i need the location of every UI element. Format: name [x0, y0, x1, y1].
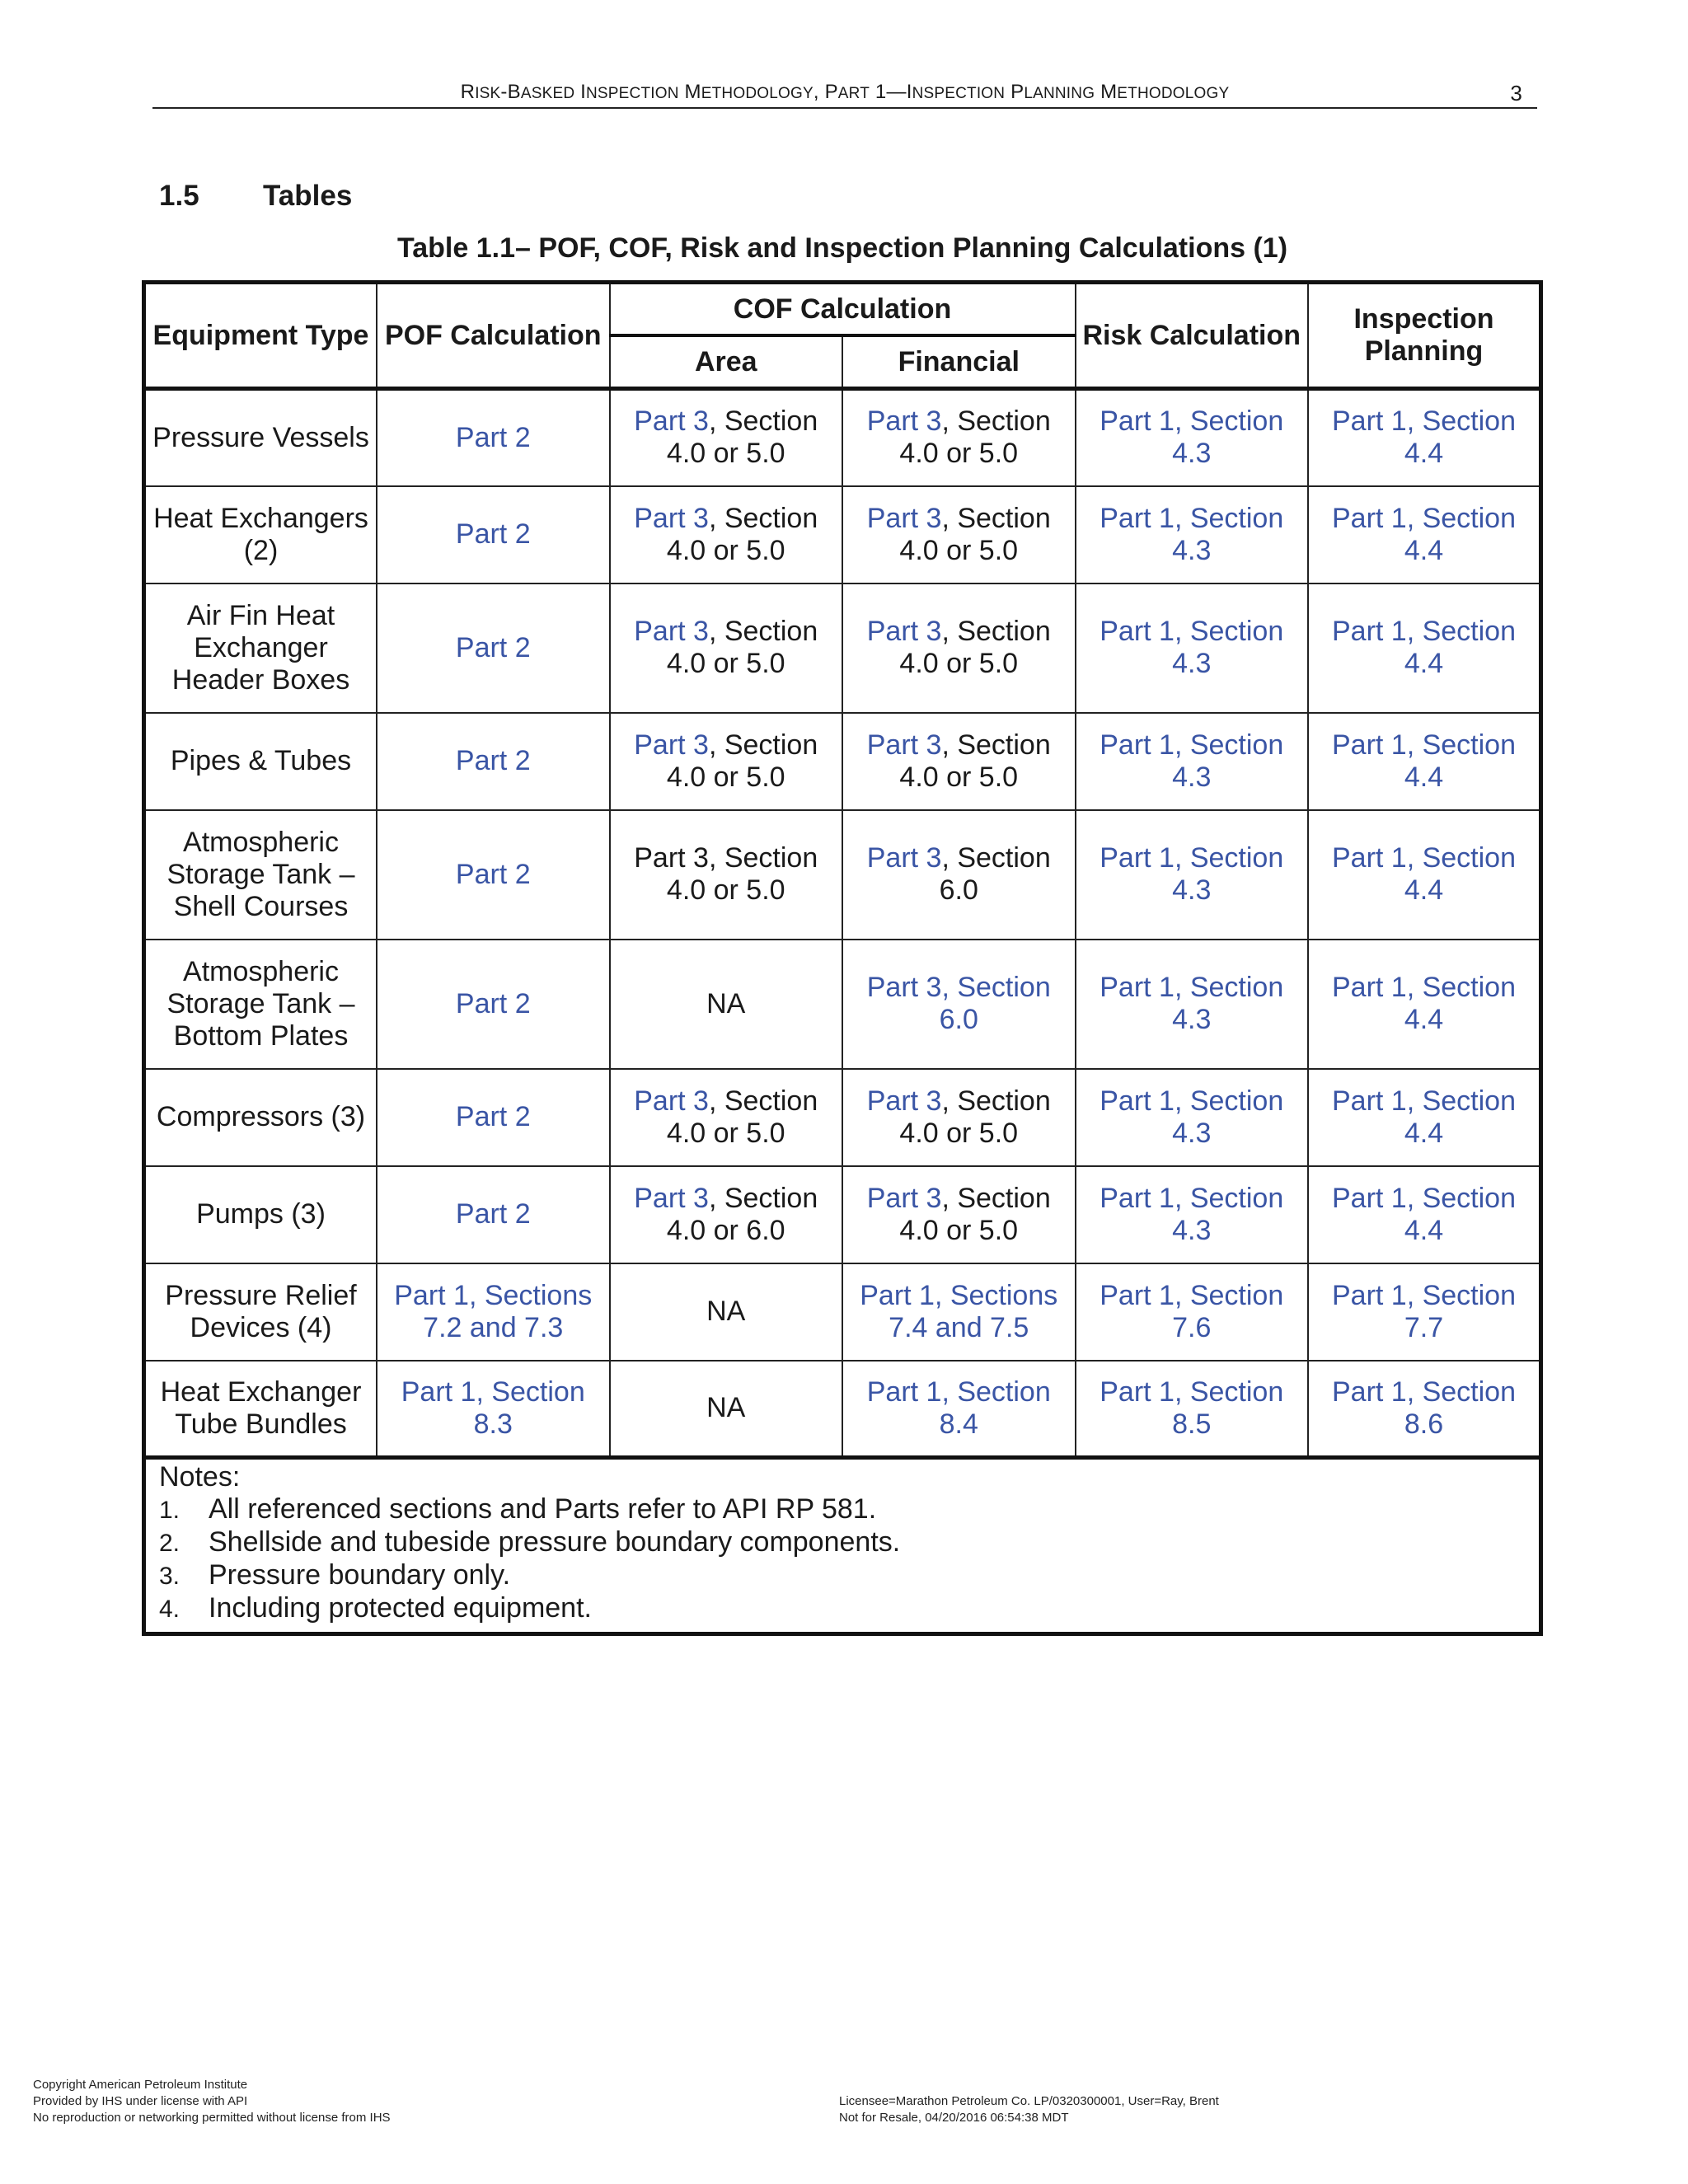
risk-cell — [1076, 1361, 1309, 1458]
reference-link[interactable]: Part 1, Section 7.7 — [1331, 1279, 1516, 1343]
reference-link[interactable]: Part 1, Section 4.3 — [1100, 1085, 1284, 1149]
reference-text: , Section 4.0 or 5.0 — [666, 616, 818, 679]
reference-link[interactable]: Part 1, Sections 7.2 and 7.3 — [394, 1279, 593, 1343]
reference-link[interactable]: Part 2 — [455, 1198, 531, 1230]
footer-line: Licensee=Marathon Petroleum Co. LP/0320300001, User=Ray, Brent — [839, 2094, 1219, 2108]
table-row — [144, 389, 1541, 486]
financial-cell — [842, 940, 1076, 1069]
reference-text: , Section 4.0 or 5.0 — [899, 616, 1051, 679]
header-pof-calculation: POF Calculation — [377, 283, 610, 389]
inspection-cell — [1308, 1263, 1541, 1361]
reference-link[interactable]: Part 3 — [866, 729, 942, 761]
notes-list — [159, 1493, 1526, 1625]
header-area: Area — [610, 335, 843, 389]
table-caption: Table 1.1– POF, COF, Risk and Inspection Planning Calculations (1) — [396, 232, 1288, 264]
calculations-table — [142, 280, 1543, 1636]
pof-cell — [377, 583, 610, 713]
table-row — [144, 1361, 1541, 1458]
reference-link[interactable]: Part 2 — [455, 1101, 531, 1132]
footer-line: Provided by IHS under license with API — [33, 2094, 248, 2108]
reference-link[interactable]: Part 3 — [634, 502, 709, 534]
header-risk-calculation: Risk Calculation — [1076, 283, 1309, 389]
header-word-rest: ART — [837, 85, 870, 102]
pof-cell — [377, 1361, 610, 1458]
note-number: 1. — [159, 1497, 181, 1524]
reference-link[interactable]: Part 1, Section 4.4 — [1331, 405, 1516, 470]
risk-cell — [1076, 486, 1309, 583]
note-item — [159, 1526, 1526, 1559]
table-row — [144, 486, 1541, 583]
pof-cell — [377, 1166, 610, 1263]
pof-cell — [377, 1069, 610, 1166]
financial-cell — [842, 389, 1076, 486]
area-cell — [610, 1263, 843, 1361]
running-header — [152, 79, 1537, 109]
inspection-cell — [1308, 1069, 1541, 1166]
section-title: Tables — [263, 180, 353, 212]
reference-link[interactable]: Part 3 — [634, 616, 709, 647]
header-word: M — [1100, 81, 1118, 103]
reference-link[interactable]: Part 1, Section 4.3 — [1100, 972, 1284, 1035]
header-word: B — [507, 81, 521, 103]
footer-line: Not for Resale, 04/20/2016 06:54:38 MDT — [839, 2111, 1069, 2125]
table-row — [144, 1263, 1541, 1361]
header-word: M — [684, 81, 701, 103]
financial-cell — [842, 1263, 1076, 1361]
reference-link[interactable]: Part 3 — [634, 405, 709, 438]
risk-cell — [1076, 583, 1309, 713]
area-cell — [610, 810, 843, 940]
page-number: 3 — [1510, 81, 1522, 105]
reference-link[interactable]: Part 1, Section 4.4 — [1331, 1182, 1516, 1246]
reference-link[interactable]: Part 1, Section 4.3 — [1100, 502, 1284, 566]
risk-cell — [1076, 940, 1309, 1069]
table-body — [144, 389, 1541, 1458]
inspection-cell — [1308, 389, 1541, 486]
header-word-rest: NSPECTION — [586, 85, 679, 102]
area-cell — [610, 1069, 843, 1166]
header-inspection-planning: Inspection Planning — [1308, 283, 1541, 389]
table-row — [144, 583, 1541, 713]
header-financial: Financial — [842, 335, 1076, 389]
reference-text: , Section 4.0 or 5.0 — [666, 729, 818, 793]
running-header-title — [152, 81, 1537, 104]
reference-link[interactable]: Part 1, Sections 7.4 and 7.5 — [860, 1279, 1058, 1343]
reference-link[interactable]: Part 1, Section 4.4 — [1331, 502, 1516, 566]
reference-text: Part 3, Section 4.0 or 5.0 — [634, 842, 818, 906]
header-separator — [679, 81, 685, 103]
table-row — [144, 1069, 1541, 1166]
reference-link[interactable]: Part 3, Section 6.0 — [866, 972, 1051, 1035]
header-separator: , — [813, 81, 825, 103]
reference-text: , Section 6.0 — [939, 842, 1051, 906]
table-row — [144, 810, 1541, 940]
reference-link[interactable]: Part 1, Section 4.3 — [1100, 729, 1284, 793]
reference-link[interactable]: Part 1, Section 7.6 — [1100, 1279, 1284, 1343]
header-cof-calculation: COF Calculation — [610, 283, 1076, 336]
inspection-cell — [1308, 1361, 1541, 1458]
equipment-type-cell: Heat Exchanger Tube Bundles — [144, 1361, 377, 1458]
footer-license — [839, 2093, 1219, 2126]
header-word-rest: ETHODOLOGY — [701, 85, 814, 102]
pof-cell — [377, 1263, 610, 1361]
reference-link[interactable]: Part 3 — [866, 616, 942, 647]
inspection-cell — [1308, 713, 1541, 810]
financial-cell — [842, 486, 1076, 583]
risk-cell — [1076, 1166, 1309, 1263]
reference-link[interactable]: Part 2 — [455, 421, 531, 453]
equipment-type-cell: Atmospheric Storage Tank – Bottom Plates — [144, 940, 377, 1069]
reference-text: , Section 4.0 or 5.0 — [666, 405, 818, 470]
reference-link[interactable]: Part 1, Section 8.4 — [866, 1376, 1051, 1440]
pof-cell — [377, 810, 610, 940]
reference-link[interactable]: Part 2 — [455, 631, 531, 663]
reference-link[interactable]: Part 1, Section 4.4 — [1331, 729, 1516, 793]
pof-cell — [377, 713, 610, 810]
reference-text: , Section 4.0 or 5.0 — [666, 1085, 818, 1149]
table-row — [144, 713, 1541, 810]
reference-link[interactable]: Part 1, Section 4.3 — [1100, 842, 1284, 906]
reference-link[interactable]: Part 1, Section 4.4 — [1331, 842, 1516, 906]
header-word-rest: ETHODOLOGY — [1117, 85, 1230, 102]
reference-link[interactable]: Part 3 — [866, 502, 942, 534]
equipment-type-cell: Heat Exchangers (2) — [144, 486, 377, 583]
reference-link[interactable]: Part 1, Section 4.4 — [1331, 616, 1516, 679]
reference-link[interactable]: Part 2 — [455, 518, 531, 550]
reference-link[interactable]: Part 1, Section 8.3 — [401, 1376, 585, 1440]
equipment-type-cell: Pumps (3) — [144, 1166, 377, 1263]
inspection-cell — [1308, 583, 1541, 713]
note-item — [159, 1592, 1526, 1625]
footer-copyright — [33, 2077, 391, 2126]
note-text: Pressure boundary only. — [209, 1559, 511, 1591]
reference-link[interactable]: Part 2 — [455, 987, 531, 1019]
risk-cell — [1076, 389, 1309, 486]
footer-line: Copyright American Petroleum Institute — [33, 2078, 248, 2092]
note-text: Shellside and tubeside pressure boundary components. — [209, 1526, 901, 1558]
reference-link[interactable]: Part 3 — [866, 405, 942, 438]
reference-text: , Section 4.0 or 5.0 — [899, 405, 1051, 470]
note-number: 4. — [159, 1596, 181, 1623]
section-heading — [159, 180, 352, 213]
reference-link[interactable]: Part 1, Section 4.4 — [1331, 972, 1516, 1035]
risk-cell — [1076, 1069, 1309, 1166]
note-text: All referenced sections and Parts refer to API RP 581. — [209, 1493, 877, 1525]
header-separator: - — [500, 81, 508, 103]
reference-text: , Section 4.0 or 6.0 — [666, 1182, 818, 1246]
pof-cell — [377, 389, 610, 486]
area-cell — [610, 1166, 843, 1263]
reference-link[interactable]: Part 1, Section 8.6 — [1331, 1376, 1516, 1440]
financial-cell — [842, 1166, 1076, 1263]
equipment-type-cell: Atmospheric Storage Tank – Shell Courses — [144, 810, 377, 940]
reference-text: NA — [706, 1392, 746, 1424]
note-number: 2. — [159, 1530, 181, 1557]
header-equipment-type: Equipment Type — [144, 283, 377, 389]
reference-text: NA — [706, 1296, 746, 1327]
reference-text: , Section 4.0 or 5.0 — [899, 1182, 1051, 1246]
reference-link[interactable]: Part 3 — [634, 1085, 709, 1117]
header-word-rest: ASKED — [520, 85, 575, 102]
equipment-type-cell: Pressure Vessels — [144, 389, 377, 486]
equipment-type-cell: Compressors (3) — [144, 1069, 377, 1166]
header-word-rest: NSPECTION — [912, 85, 1006, 102]
equipment-type-cell: Air Fin Heat Exchanger Header Boxes — [144, 583, 377, 713]
area-cell — [610, 389, 843, 486]
reference-link[interactable]: Part 1, Section 4.4 — [1331, 1085, 1516, 1149]
pof-cell — [377, 940, 610, 1069]
area-cell — [610, 940, 843, 1069]
header-separator: 1— — [870, 81, 907, 103]
header-word-rest: ISK — [475, 85, 501, 102]
notes-cell — [144, 1458, 1541, 1634]
inspection-cell — [1308, 810, 1541, 940]
equipment-type-cell: Pressure Relief Devices (4) — [144, 1263, 377, 1361]
area-cell — [610, 486, 843, 583]
header-word: P — [824, 81, 838, 103]
financial-cell — [842, 1069, 1076, 1166]
reference-text: , Section 4.0 or 5.0 — [899, 502, 1051, 566]
reference-text: NA — [706, 987, 746, 1019]
reference-text: , Section 4.0 or 5.0 — [899, 729, 1051, 793]
note-text: Including protected equipment. — [209, 1592, 592, 1624]
table-row — [144, 1166, 1541, 1263]
area-cell — [610, 713, 843, 810]
reference-link[interactable]: Part 3 — [634, 729, 709, 761]
footer-line: No reproduction or networking permitted without license from IHS — [33, 2111, 391, 2125]
inspection-cell — [1308, 940, 1541, 1069]
reference-link[interactable]: Part 1, Section 4.3 — [1100, 1182, 1284, 1246]
area-cell — [610, 583, 843, 713]
risk-cell — [1076, 1263, 1309, 1361]
notes-title: Notes: — [159, 1461, 241, 1493]
reference-link[interactable]: Part 1, Section 8.5 — [1100, 1376, 1284, 1440]
reference-text: , Section 4.0 or 5.0 — [899, 1085, 1051, 1149]
inspection-cell — [1308, 1166, 1541, 1263]
header-word: R — [460, 81, 476, 103]
financial-cell — [842, 1361, 1076, 1458]
header-word: I — [906, 81, 912, 103]
risk-cell — [1076, 713, 1309, 810]
inspection-cell — [1308, 486, 1541, 583]
note-number: 3. — [159, 1563, 181, 1590]
reference-link[interactable]: Part 3 — [866, 1182, 942, 1214]
financial-cell — [842, 583, 1076, 713]
area-cell — [610, 1361, 843, 1458]
reference-link[interactable]: Part 3 — [866, 842, 942, 874]
pof-cell — [377, 486, 610, 583]
note-item — [159, 1559, 1526, 1592]
reference-text: , Section 4.0 or 5.0 — [666, 502, 818, 566]
reference-link[interactable]: Part 3 — [634, 1182, 709, 1214]
header-word: P — [1010, 81, 1025, 103]
section-number: 1.5 — [159, 180, 199, 212]
reference-link[interactable]: Part 3 — [866, 1085, 942, 1117]
financial-cell — [842, 713, 1076, 810]
equipment-type-cell: Pipes & Tubes — [144, 713, 377, 810]
reference-link[interactable]: Part 1, Section 4.3 — [1100, 616, 1284, 679]
reference-link[interactable]: Part 2 — [455, 745, 531, 776]
risk-cell — [1076, 810, 1309, 940]
reference-link[interactable]: Part 2 — [455, 858, 531, 890]
header-word-rest: LANNING — [1024, 85, 1095, 102]
reference-link[interactable]: Part 1, Section 4.3 — [1100, 405, 1284, 470]
header-word: I — [580, 81, 587, 103]
table-row — [144, 940, 1541, 1069]
note-item — [159, 1493, 1526, 1526]
financial-cell — [842, 810, 1076, 940]
